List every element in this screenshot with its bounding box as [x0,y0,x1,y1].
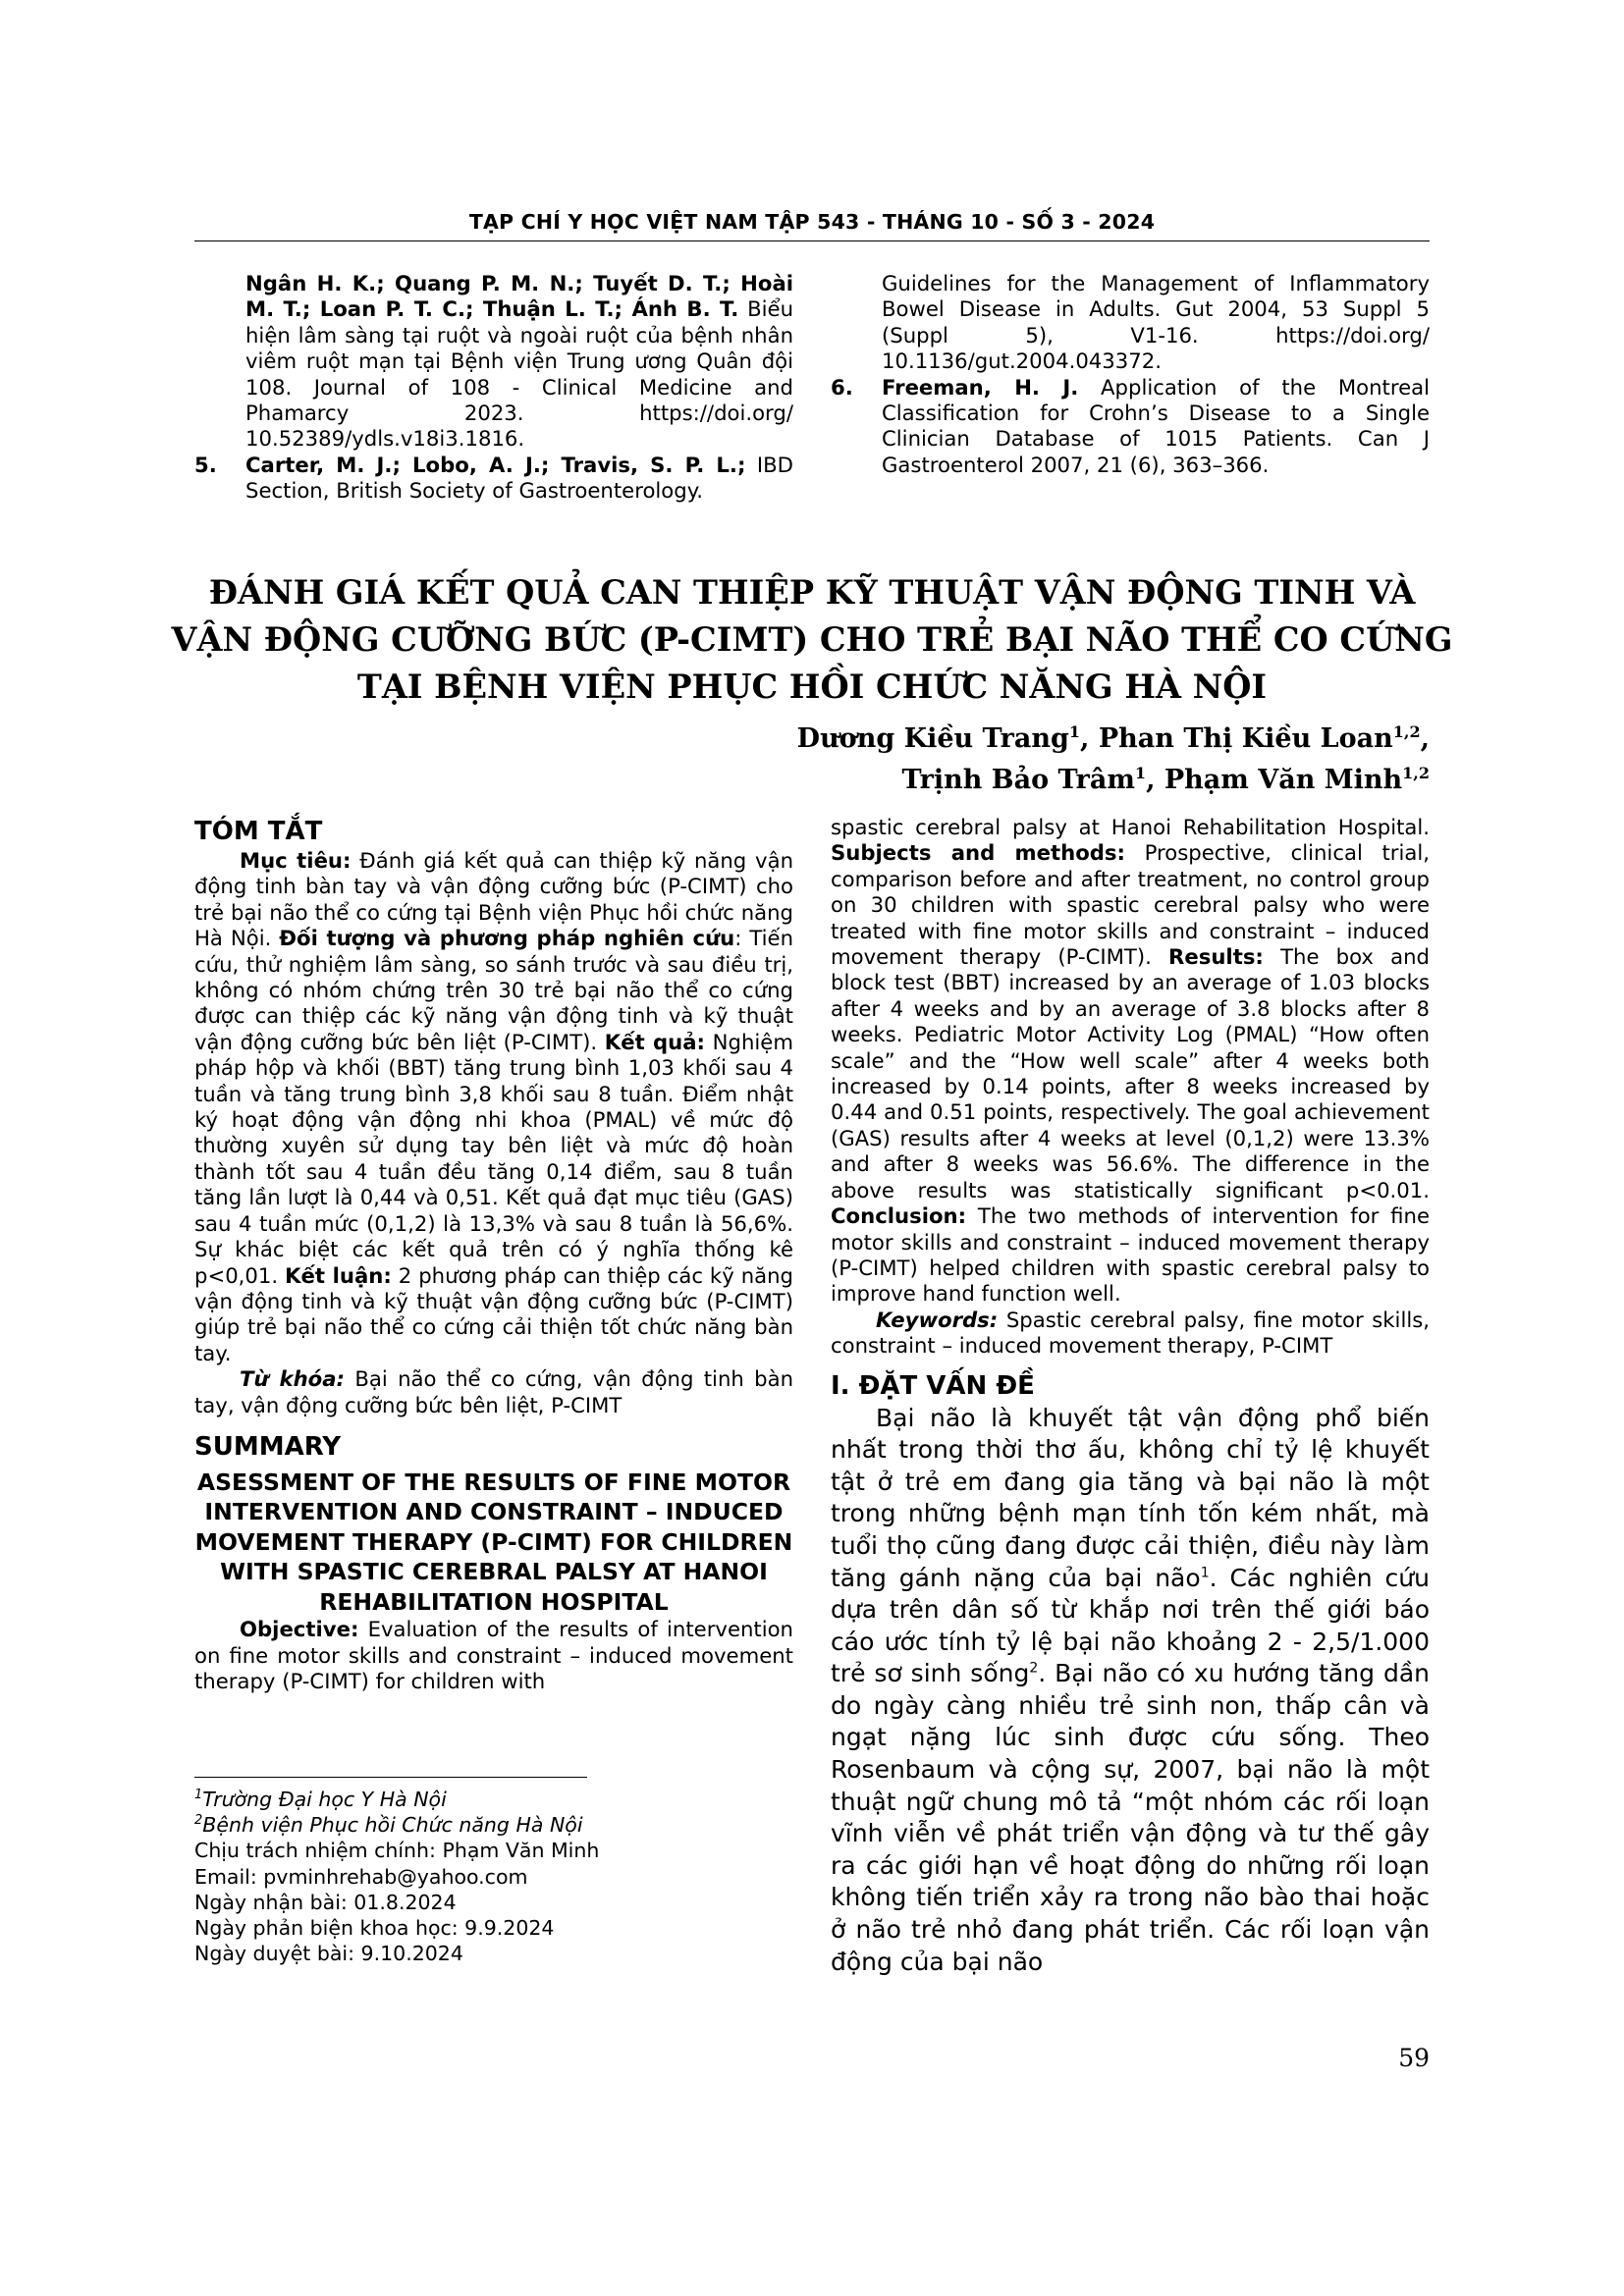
left-column [194,815,793,1695]
summary-paragraph [194,1617,793,1694]
footnotes [194,1787,803,1966]
methods-label: Subjects and methods: [831,840,1126,866]
reference-text: Biểu hiện lâm sàng tại ruột và ngoài ruột của bệnh nhân viêm ruột mạn tại Bệnh viện Trung ương Quân đội 108. Journal of 108 - Clinical Medicine and Phamarcy 2023. https://doi.org/ 10.52389/ydls.v18i3.1816. [245,296,793,452]
right-column [831,815,1430,1978]
references-right-column [831,271,1430,478]
title-line: VẬN ĐỘNG CƯỠNG BỨC (P-CIMT) CHO TRẺ BẠI NÃO THỂ CO CỨNG [171,620,1453,659]
reference-number: 5. [194,452,217,477]
methods-text: Prospective, clinical trial, comparison before and after treatment, no control group on 30 children with spastic cerebral palsy who were treated with fine motor skills and constraint – induced movement therapy (P-CIMT). [831,840,1430,970]
objective-text: Evaluation of the results of intervention on fine motor skills and constraint – induced movement therapy (P-CIMT) for children with [194,1617,793,1694]
reference-authors: Freeman, H. J. [882,374,1079,400]
affiliation-marker: 1,2 [1402,764,1430,782]
reference-5 [194,453,793,505]
intro-text: . Các nghiên cứu dựa trên dân số từ khắp nơi trên thế giới báo cáo ước tính tỷ lệ bại não khoảng 2 - 2,5/1.000 trẻ sơ sinh sống [831,1563,1430,1688]
intro-text: . Bại não có xu hướng tăng dần do ngày càng nhiều trẻ sinh non, thấp cân và ngạt nặng lúc sinh được cứu sống. Theo Rosenbaum và cộng sự, 2007, bại não là một thuật ngữ chung mô tả “một nhóm các rối loạn vĩnh viễn về phát triển vận động và tư thế gây ra các giới hạn về hoạt động do những rối loạn không tiến triển xảy ra trong não bào thai hoặc ở não trẻ nhỏ đang phát triển. Các rối loạn vận động của bại não [831,1659,1430,1976]
article-title [147,569,1477,711]
section-heading-introduction: I. ĐẶT VẤN ĐỀ [831,1370,1035,1401]
reference-5-continued [831,271,1430,375]
author-name: Phan Thị Kiều Loan [1098,723,1393,754]
author-name: Dương Kiều Trang [796,723,1069,754]
keywords-text: Bại não thể co cứng, vận động tinh bàn tay, vận động cưỡng bức bên liệt, P-CIMT [194,1366,793,1417]
title-line: TẠI BỆNH VIỆN PHỤC HỒI CHỨC NĂNG HÀ NỘI [356,667,1268,706]
author-line: Dương Kiều Trang$^1$, Phan Thị Kiều Loan$^{1,2}$, [796,722,1430,754]
results-label: Results: [1168,944,1264,970]
reference-text: IBD Section, British Society of Gastroenterology. [245,452,793,504]
page-number: 59 [1398,2044,1430,2072]
affiliation-marker: 2 [194,1813,203,1829]
affiliation-text: Trường Đại học Y Hà Nội [202,1788,447,1811]
reference-authors: Carter, M. J.; Lobo, A. J.; Travis, S. P. L.; [245,452,746,477]
abstract-paragraph [194,848,793,1366]
objective-text: spastic cerebral palsy at Hanoi Rehabilitation Hospital. [831,815,1430,839]
reference-6 [831,375,1430,479]
keywords-label: Từ khóa: [240,1366,346,1392]
conclusion-text: 2 phương pháp can thiệp các kỹ năng vận động tinh và kỹ thuật vận động cưỡng bức (P-CIMT) giúp trẻ bại não thể co cứng cải thiện tốt chức năng bàn tay. [194,1262,793,1365]
introduction-paragraph [831,1403,1430,1979]
citation-marker: 1 [1200,1565,1210,1581]
summary-heading: SUMMARY [194,1431,342,1462]
summary-title: ASESSMENT OF THE RESULTS OF FINE MOTOR INTERVENTION AND CONSTRAINT – INDUCED MOVEMENT THERAPY (P-CIMT) FOR CHILDREN WITH SPASTIC CEREBRAL PALSY AT HANOI REHABILITATION HOSPITAL [194,1468,793,1616]
keywords-paragraph [194,1366,793,1418]
reference-text: Application of the Montreal Classification for Crohn’s Disease to a Single Clinician Database of 1015 Patients. Can J Gastroenterol 2007, 21 (6), 363–366. [882,374,1430,477]
date-reviewed: Ngày phản biện khoa học: 9.9.2024 [194,1916,555,1941]
affiliation-marker: 1 [1134,764,1147,782]
citation-marker: 2 [1029,1660,1039,1677]
methods-label: Đối tượng và phương pháp nghiên cứu [279,926,735,951]
objective-label: Objective: [240,1617,359,1642]
objective-text: Đánh giá kết quả can thiệp kỹ năng vận động tinh bàn tay và vận động cưỡng bức (P-CIMT) cho trẻ bại não thể co cứng tại Bệnh viện Phục hồi chức năng Hà Nội. [194,848,794,951]
affiliation-marker: 1,2 [1392,722,1421,741]
reference-authors: Ngân H. K.; Quang P. M. N.; Tuyết D. T.; Hoài M. T.; Loan P. T. C.; Thuận L. T.; Ánh B. T. [245,271,793,322]
keywords-label: Keywords: [876,1307,999,1332]
reference-number: 6. [831,374,853,400]
results-text: Nghiệm pháp hộp và khối (BBT) tăng trung bình 1,03 khối sau 4 tuần và tăng trung bình 3,8 khối sau 8 tuần. Điểm nhật ký hoạt động vận động nhi khoa (PMAL) về mức độ thường xuyên sử dụng tay bên liệt và mức độ hoàn thành tốt sau 4 tuần đều tăng 0,14 điểm, sau 8 tuần tăng lần lượt là 0,44 và 0,51. Kết quả đạt mục tiêu (GAS) sau 4 tuần mức (0,1,2) là 13,3% và sau 8 tuần là 56,6%. Sự khác biệt các kết quả trên có ý nghĩa thống kê p<0,01. [194,1029,793,1288]
keywords-paragraph [831,1308,1430,1360]
author-name: Phạm Văn Minh [1164,765,1403,795]
contact-email: Email: pvminhrehab@yahoo.com [194,1864,528,1889]
conclusion-label: Kết luận: [285,1262,392,1288]
summary-paragraph-continued [831,815,1430,1308]
reference-text: Guidelines for the Management of Inflammatory Bowel Disease in Adults. Gut 2004, 53 Suppl 5 (Suppl 5), V1-16. https://doi.org/ 10.1136/gut.2004.043372. [882,271,1430,374]
affiliation-2 [194,1812,803,1838]
running-head: TẠP CHÍ Y HỌC VIỆT NAM TẬP 543 - THÁNG 10 - SỐ 3 - 2024 [468,210,1156,234]
results-label: Kết quả: [604,1029,706,1054]
footnote-rule [194,1777,587,1778]
date-approved: Ngày duyệt bài: 9.10.2024 [194,1942,463,1966]
objective-label: Mục tiêu: [240,848,352,873]
affiliation-marker: 1 [194,1788,203,1803]
title-line: ĐÁNH GIÁ KẾT QUẢ CAN THIỆP KỸ THUẬT VẬN ĐỘNG TINH VÀ [208,573,1416,612]
affiliation-text: Bệnh viện Phục hồi Chức năng Hà Nội [202,1813,583,1838]
author-name: Trịnh Bảo Trâm [901,765,1135,795]
author-list [687,719,1430,801]
methods-text: : Tiến cứu, thử nghiệm lâm sàng, so sánh trước và sau điều trị, không có nhóm chứng trên 30 trẻ bại não thể co cứng được can thiệp các kỹ năng vận động tinh và kỹ thuật vận động cưỡng bức bên liệt (P-CIMT). [194,926,793,1054]
conclusion-text: The two methods of intervention for fine motor skills and constraint – induced movement therapy (P-CIMT) helped children with spastic cerebral palsy to improve hand function well. [831,1203,1430,1307]
date-received: Ngày nhận bài: 01.8.2024 [194,1890,457,1914]
conclusion-label: Conclusion: [831,1203,967,1229]
intro-text: Bại não là khuyết tật vận động phổ biến nhất trong thời thơ ấu, không chỉ tỷ lệ khuyết tật ở trẻ em đang gia tăng và bại não là một trong những bệnh mạn tính tốn kém nhất, mà tuổi thọ cũng đang được cải thiện, điều này làm tăng gánh nặng của bại não [831,1403,1430,1592]
corresponding-author: Chịu trách nhiệm chính: Phạm Văn Minh [194,1839,600,1863]
references-left-column [194,271,793,505]
reference-4-continued [194,271,793,453]
keywords-text: Spastic cerebral palsy, fine motor skills, constraint – induced movement therapy, P-CIMT [831,1307,1430,1359]
header-rule [194,240,1430,241]
affiliation-marker: 1 [1068,722,1081,741]
affiliation-1 [194,1787,803,1812]
author-line: Trịnh Bảo Trâm$^1$, Phạm Văn Minh$^{1,2}$ [901,764,1430,795]
results-text: The box and block test (BBT) increased by an average of 1.03 blocks after 4 weeks and by an average of 3.8 blocks after 8 weeks. Pediatric Motor Activity Log (PMAL) “How often scale” and the “How well scale” after 4 weeks both increased by 0.14 points, after 8 weeks increased by 0.44 and 0.51 points, respectively. The goal achievement (GAS) results after 4 weeks at level (0,1,2) were 13.3% and after 8 weeks was 56.6%. The difference in the above results was statistically significant p<0.01. [831,944,1430,1202]
abstract-heading: TÓM TẮT [194,817,323,846]
